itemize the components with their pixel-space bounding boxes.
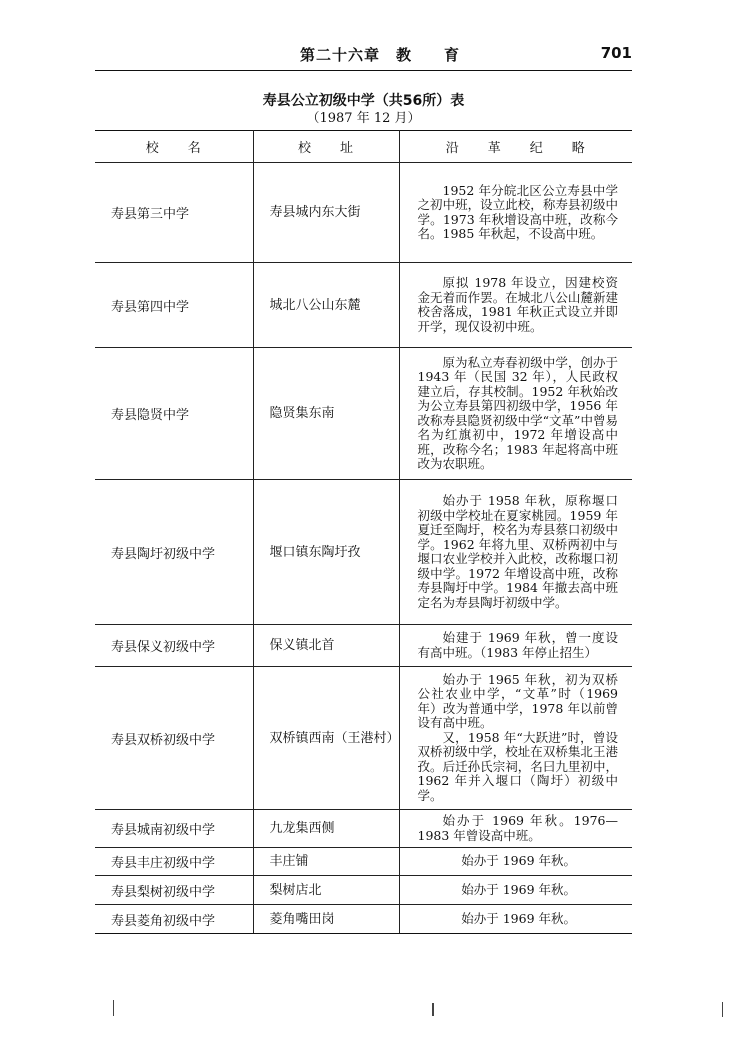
table-row (95, 348, 632, 480)
schools-table (95, 130, 632, 934)
scan-mark (113, 1000, 114, 1016)
school-address: 丰庄铺 (253, 848, 399, 876)
school-address: 双桥镇西南（王港村） (253, 667, 399, 810)
table-row (95, 905, 632, 934)
school-name: 寿县陶圩初级中学 (95, 480, 253, 625)
school-history (399, 876, 632, 905)
history-text: 始办于 1969 年秋。1976—1983 年曾设高中班。 (417, 813, 618, 843)
history-text: 始办于 1969 年秋。 (461, 910, 577, 926)
chapter-title: 第二十六章 教 育 (300, 46, 461, 64)
table-row (95, 876, 632, 905)
history-text: 又，1958 年“大跃进”时，曾设双桥初级中学，校址在双桥集北王港孜。后迁孙氏宗祠，名曰九里初中，1962 年并入堰口（陶圩）初级中学。 (417, 729, 618, 803)
history-text: 始建于 1969 年秋，曾一度设有高中班。（1983 年停止招生） (417, 630, 618, 660)
table-row (95, 480, 632, 625)
school-address: 寿县城内东大街 (253, 163, 399, 263)
school-history (399, 163, 632, 263)
school-name: 寿县梨树初级中学 (95, 876, 253, 905)
column-header-name: 校 名 (95, 131, 253, 163)
school-name: 寿县第三中学 (95, 163, 253, 263)
history-text: 始办于 1969 年秋。 (461, 853, 577, 869)
school-address: 九龙集西侧 (253, 810, 399, 848)
school-name: 寿县丰庄初级中学 (95, 848, 253, 876)
table-row (95, 163, 632, 263)
history-text: 原拟 1978 年设立，因建校资金无着而作罢。在城北八公山麓新建校舍落成，1981 年秋正式设立并即开学，现仅设初中班。 (417, 275, 618, 334)
page-number: 701 (600, 44, 632, 62)
table-date: （1987 年 12 月） (306, 111, 421, 126)
school-name: 寿县隐贤中学 (95, 348, 253, 480)
column-header-address: 校 址 (253, 131, 399, 163)
school-name: 寿县保义初级中学 (95, 625, 253, 667)
school-name: 寿县第四中学 (95, 263, 253, 348)
school-history (399, 905, 632, 934)
school-history (399, 667, 632, 810)
table-row (95, 848, 632, 876)
school-history (399, 625, 632, 667)
page-header (95, 44, 632, 66)
table-row (95, 667, 632, 810)
table-header-row (95, 131, 632, 163)
school-address: 堰口镇东陶圩孜 (253, 480, 399, 625)
school-address: 隐贤集东南 (253, 348, 399, 480)
school-history (399, 480, 632, 625)
school-name: 寿县双桥初级中学 (95, 667, 253, 810)
school-address: 菱角嘴田岗 (253, 905, 399, 934)
table-row (95, 625, 632, 667)
school-name: 寿县菱角初级中学 (95, 905, 253, 934)
scan-mark (432, 1003, 434, 1016)
school-history (399, 263, 632, 348)
school-history (399, 848, 632, 876)
scan-mark (722, 1002, 723, 1017)
school-history (399, 348, 632, 480)
school-address: 保义镇北首 (253, 625, 399, 667)
school-history (399, 810, 632, 848)
history-text: 原为私立寿春初级中学，创办于 1943 年（民国 32 年），人民政权建立后，存其校制。1952 年秋始改为公立寿县第四初级中学，1956 年改称寿县隐贤初级中学“文革”中曾易名为红旗初中，1972 年增设高中班，改称今名；1983 年起将高中班改为农职班。 (417, 354, 618, 471)
history-text: 始办于 1965 年秋，初为双桥公社农业中学，“文革”时（1969 年）改为普通中学，1978 年以前曾设有高中班。 (417, 671, 618, 731)
history-text: 始办于 1958 年秋，原称堰口初级中学校址在夏家桃园。1959 年夏迁至陶圩，校名为寿县蔡口初级中学。1962 年将九里、双桥两初中与堰口农业学校并入此校，改称堰口初级中学。1972 年增设高中班，改称寿县陶圩中学。1984 年撤去高中班定名为寿县陶圩初级中学。 (417, 493, 618, 610)
school-name: 寿县城南初级中学 (95, 810, 253, 848)
history-text: 1952 年分皖北区公立寿县中学之初中班，设立此校，称寿县初级中学。1973 年秋增设高中班，改称今名。1985 年秋起，不设高中班。 (417, 182, 618, 241)
table-title: 寿县公立初级中学（共56所）表 (262, 93, 465, 109)
school-address: 城北八公山东麓 (253, 263, 399, 348)
column-header-history: 沿 革 纪 略 (399, 131, 632, 163)
table-row (95, 810, 632, 848)
school-address: 梨树店北 (253, 876, 399, 905)
header-rule (95, 70, 632, 71)
table-row (95, 263, 632, 348)
history-text: 始办于 1969 年秋。 (461, 881, 577, 897)
